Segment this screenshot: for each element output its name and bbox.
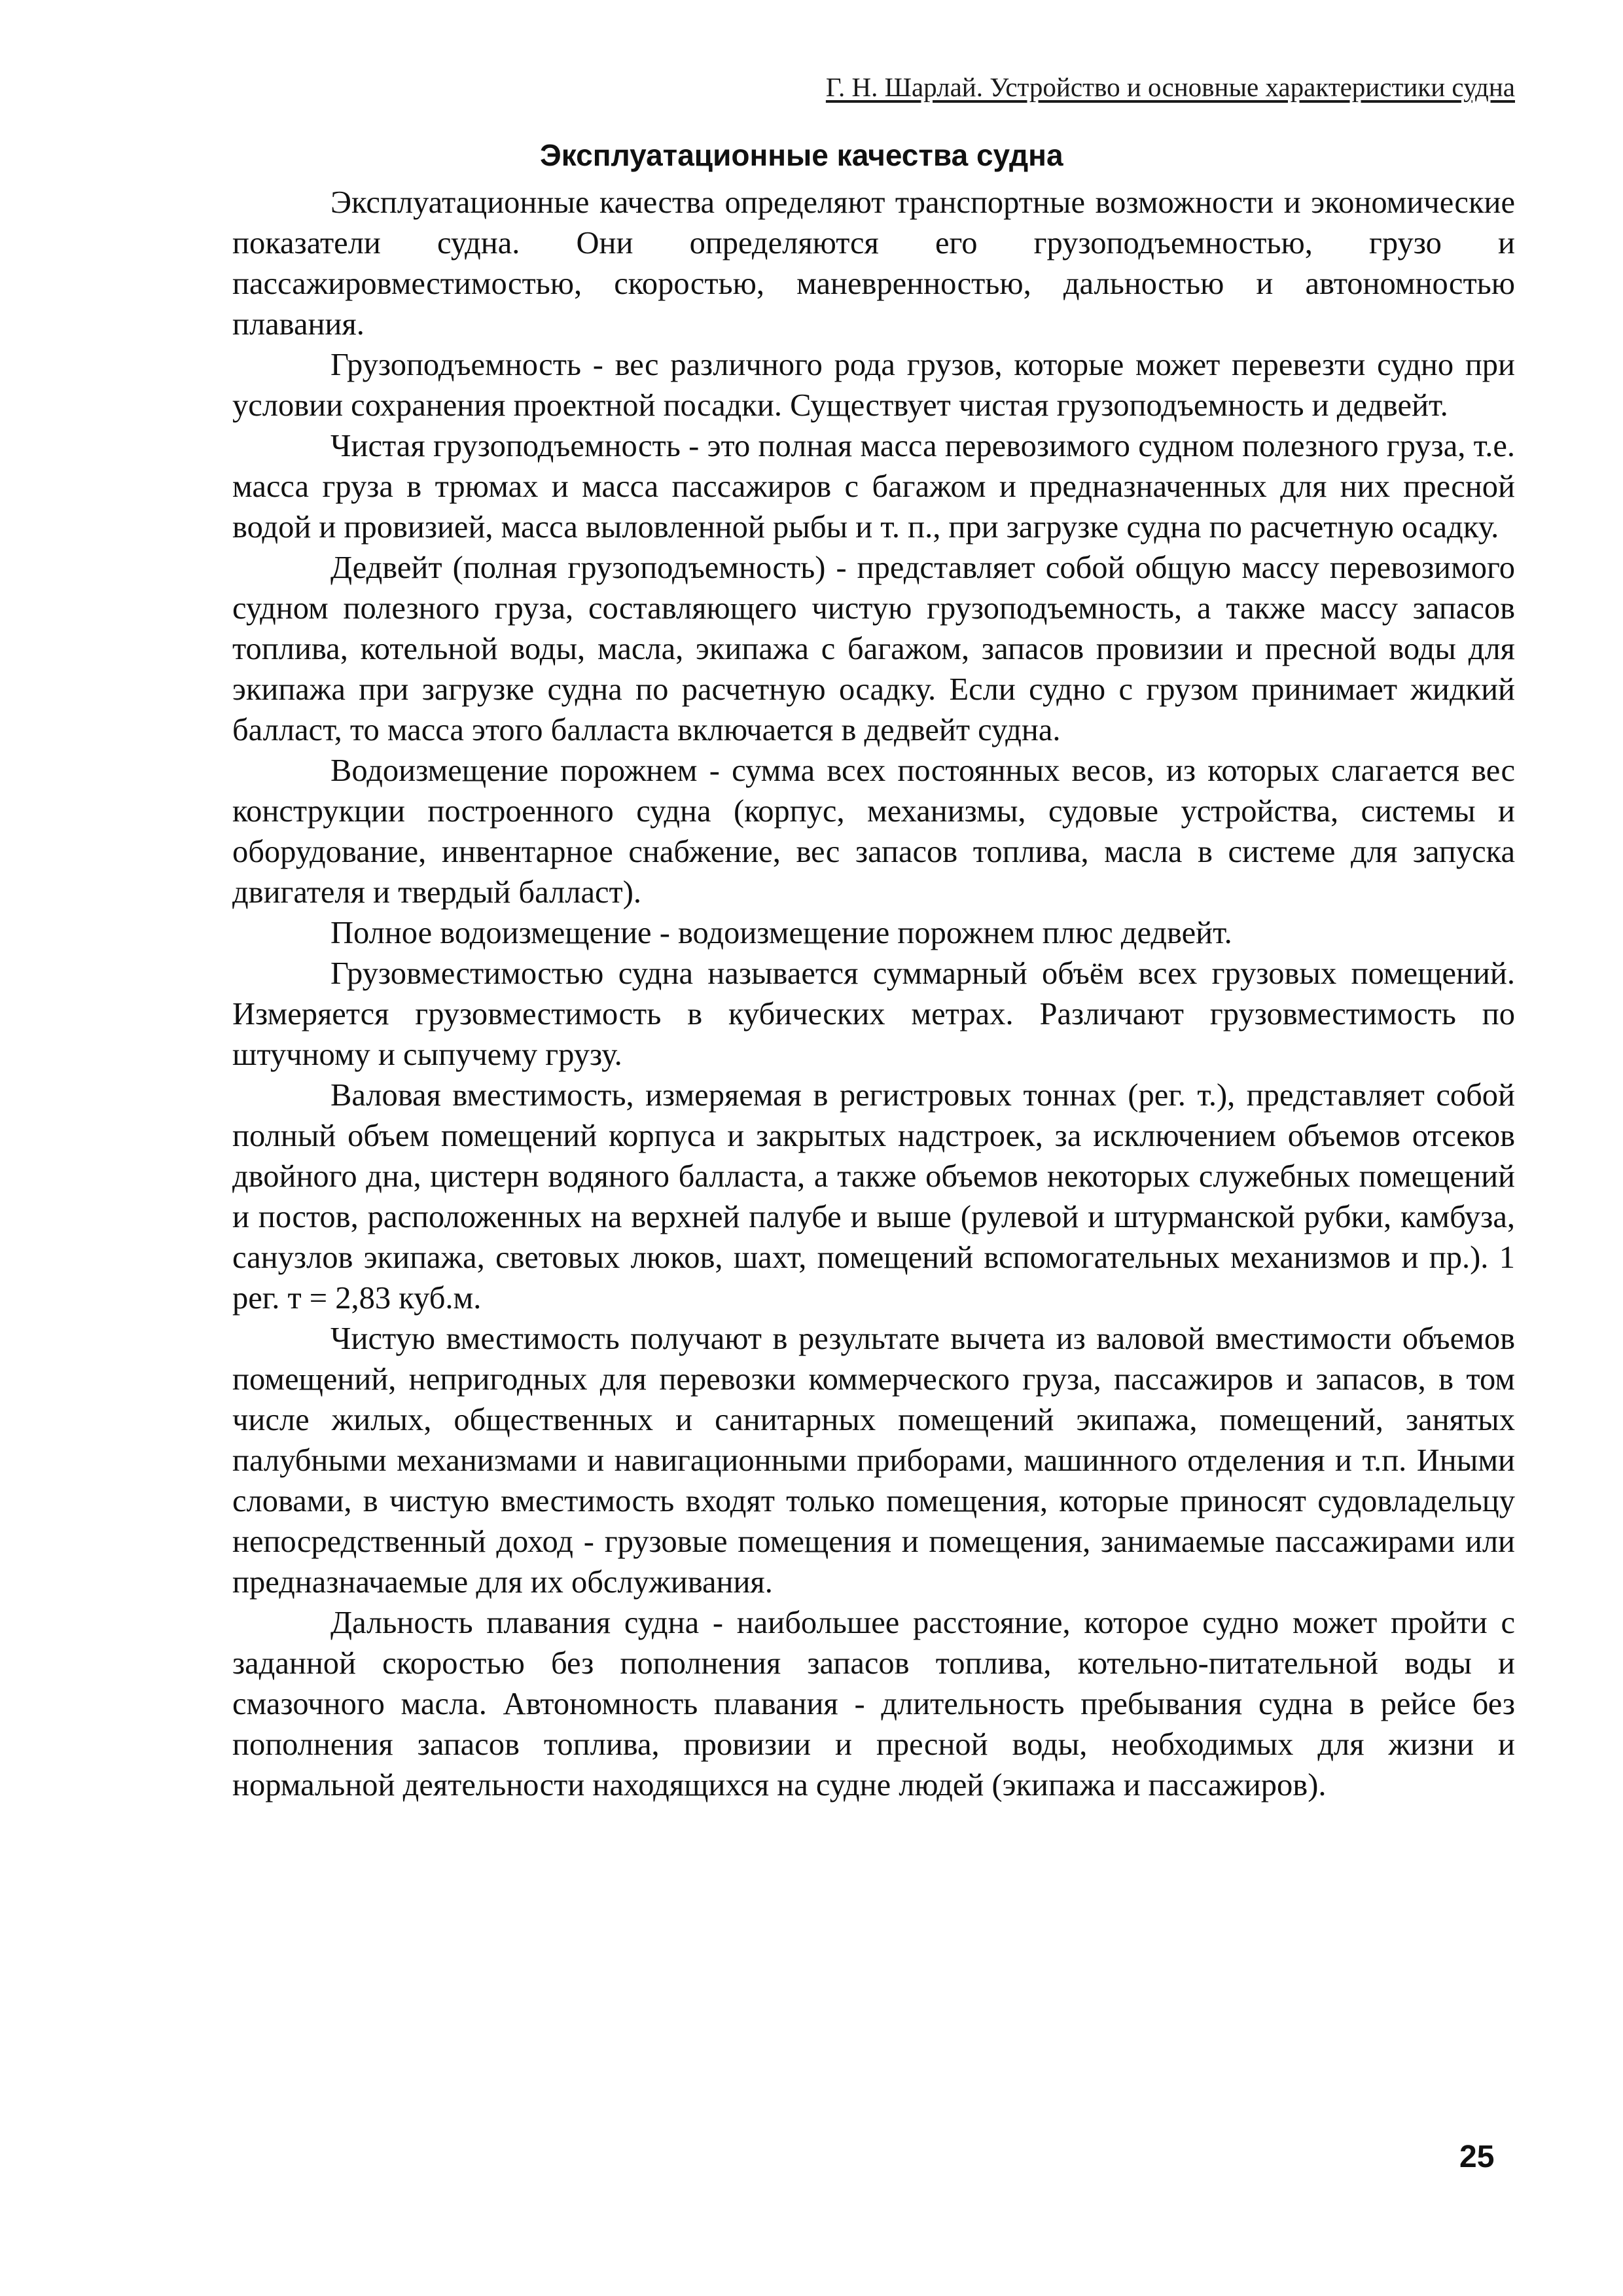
paragraph: Водоизмещение порожнем - сумма всех постоянных весов, из которых слагается вес конструкции построенного судна (корпус, механизмы, судовые устройства, системы и оборудование, инвентарное снабжение, вес запасов топлива, масла в системе для запуска двигателя и твердый балласт).: [232, 753, 1515, 910]
running-header: Г. Н. Шарлай. Устройство и основные характеристики судна: [825, 72, 1515, 102]
paragraph: Дальность плавания судна - наибольшее расстояние, которое судно может пройти с заданной скоростью без пополнения запасов топлива, котельно-питательной воды и смазочного масла. Автономность плавания - длительность пребывания судна в рейсе без пополнения запасов топлива, провизии и пресной воды, необходимых для жизни и нормальной деятельности находящихся на судне людей (экипажа и пассажиров).: [232, 1605, 1515, 1803]
paragraph: Чистую вместимость получают в результате вычета из валовой вместимости объемов помещений, непригодных для перевозки коммерческого груза, пассажиров и запасов, в том числе жилых, общественных и санитарных помещений экипажа, помещений, занятых палубными механизмами и навигационными приборами, машинного отделения и т.п. Иными словами, в чистую вместимость входят только помещения, которые приносят судовладельцу непосредственный доход - грузовые помещения и помещения, занимаемые пассажирами или предназначаемые для их обслуживания.: [232, 1321, 1515, 1600]
document-page: [232, 69, 1515, 2229]
section-title: Эксплуатационные качества судна: [540, 138, 1063, 172]
paragraph: Полное водоизмещение - водоизмещение порожнем плюс дедвейт.: [330, 916, 1232, 950]
page-number: 25: [1459, 2140, 1495, 2174]
body-text: [232, 183, 1515, 1806]
paragraph: Грузоподъемность - вес различного рода грузов, которые может перевезти судно при условии сохранения проектной посадки. Существует чистая грузоподъемность и дедвейт.: [232, 348, 1515, 423]
paragraph: Эксплуатационные качества определяют транспортные возможности и экономические показатели судна. Они определяются его грузоподъемностью, грузо и пассажировместимостью, скоростью, маневренностью, дальностью и автономностью плавания.: [232, 185, 1515, 342]
paragraph: Чистая грузоподъемность - это полная масса перевозимого судном полезного груза, т.е. масса груза в трюмах и масса пассажиров с багажом и предназначенных для них пресной водой и провизией, масса выловленной рыбы и т. п., при загрузке судна по расчетную осадку.: [232, 429, 1515, 545]
paragraph: Валовая вместимость, измеряемая в регистровых тоннах (рег. т.), представляет собой полный объем помещений корпуса и закрытых надстроек, за исключением объемов отсеков двойного дна, цистерн водяного балласта, а также объемов некоторых служебных помещений и постов, расположенных на верхней палубе и выше (рулевой и штурманской рубки, камбуза, санузлов экипажа, световых люков, шахт, помещений вспомогательных механизмов и пр.). 1 рег. т = 2,83 куб.м.: [232, 1078, 1515, 1316]
paragraph: Дедвейт (полная грузоподъемность) - представляет собой общую массу перевозимого судном полезного груза, составляющего чистую грузоподъемность, а также массу запасов топлива, котельной воды, масла, экипажа с багажом, запасов провизии и пресной воды для экипажа при загрузке судна по расчетную осадку. Если судно с грузом принимает жидкий балласт, то масса этого балласта включается в дедвейт судна.: [232, 550, 1515, 747]
paragraph: Грузовместимостью судна называется суммарный объём всех грузовых помещений. Измеряется грузовместимость в кубических метрах. Различают грузовместимость по штучному и сыпучему грузу.: [232, 956, 1515, 1072]
